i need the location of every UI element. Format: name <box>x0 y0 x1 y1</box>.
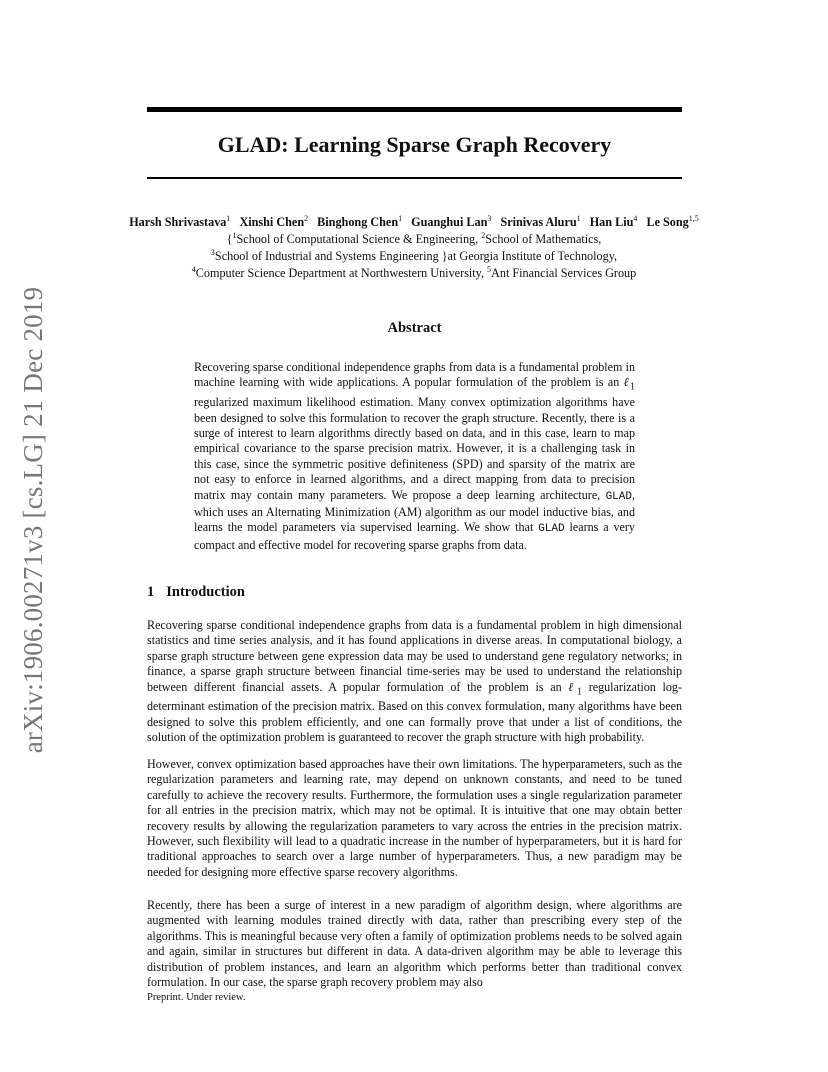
author-list <box>100 214 728 231</box>
abstract-body: Recovering sparse conditional independence graphs from data is a fundamental problem in machine learning with wide applications. A popular formulation of the problem is an ℓ$_1$ regularized maximum likelihood estimation. Many convex optimization algorithms have been designed to solve this formulation to recover the graph structure. Recently, there is a surge of interest to learn algorithms directly based on data, and in this case, learn to map empirical covariance to the sparse precision matrix. However, it is a challenging task in this case, since the symmetric positive definiteness (SPD) and sparsity of the matrix are not easy to enforce in learned algorithms, and a direct mapping from data to precision matrix may contain many parameters. We propose a deep learning architecture, GLAD, which uses an Alternating Minimization (AM) algorithm as our model inductive bias, and learns the model parameters via supervised learning. We show that GLAD learns a very compact and effective model for recovering sparse graphs from data. <box>194 360 635 552</box>
author: Harsh Shrivastava$^1$ <box>129 214 231 229</box>
glad-code-term: GLAD <box>605 490 632 503</box>
intro-paragraph-1: Recovering sparse conditional independence graphs from data is a fundamental problem in high dimensional statistics and time series analysis, and it has found applications in diverse areas. In computational biology, a sparse graph structure between gene expression data may be used to understand gene regulatory networks; in finance, a sparse graph structure between financial time-series may be used to understand the relationship between different financial assets. A popular formulation of the problem is an ℓ$_1$ regularization log-determinant estimation of the precision matrix. Based on this convex formulation, many algorithms have been designed to solve this problem efficiently, and one can formally prove that under a list of conditions, the solution of the optimization problem is guaranteed to recover the graph structure with high probability. <box>147 618 682 745</box>
section-heading-introduction: 1 Introduction <box>147 584 245 600</box>
affiliation-line-1: {$^1$School of Computational Science & Engineering, $^2$School of Mathematics, <box>226 231 602 246</box>
intro-paragraph-3: Recently, there has been a surge of interest in a new paradigm of algorithm design, where algorithms are augmented with learning modules trained directly with data, rather than prescribing every step of the algorithms. This is meaningful because very often a family of optimization problems needs to be solved again and again, similar in structures but different in data. A data-driven algorithm may be able to leverage this distribution of problem instances, and learn an algorithm which performs better than traditional convex formulation. In our case, the sparse graph recovery problem may also <box>147 898 682 990</box>
preprint-footer-note: Preprint. Under review. <box>147 992 246 1003</box>
title-top-rule <box>147 107 682 112</box>
author: Guanghui Lan$^3$ <box>411 214 492 229</box>
intro-paragraph-2: However, convex optimization based approaches have their own limitations. The hyperparameters, such as the regularization parameters and learning rate, may depend on unknown constants, and need to be tuned carefully to achieve the recovery results. Furthermore, the formulation uses a single regularization parameter for all entries in the precision matrix, which may not be optimal. It is intuitive that one may obtain better recovery results by allowing the regularization parameters to vary across the entries in the precision matrix. However, such flexibility will lead to a quadratic increase in the number of hyperparameters, but it is hard for traditional approaches to search over a large number of hyperparameters. Thus, a new paradigm may be needed for designing more effective sparse recovery algorithms. <box>147 757 682 879</box>
affiliation-line-3: $^4$Computer Science Department at Northwestern University, $^5$Ant Financial Services Group <box>191 265 637 280</box>
author: Han Liu$^4$ <box>589 214 638 229</box>
author: Le Song$^{1,5}$ <box>646 214 699 229</box>
author-block <box>100 214 728 282</box>
arxiv-identifier[interactable]: arXiv:1906.00271v3 [cs.LG] 21 Dec 2019 <box>18 286 48 754</box>
title-bottom-rule <box>147 177 682 179</box>
author: Xinshi Chen$^2$ <box>239 214 309 229</box>
author: Srinivas Aluru$^1$ <box>500 214 581 229</box>
glad-code-term: GLAD <box>538 523 565 536</box>
paper-title: GLAD: Learning Sparse Graph Recovery <box>217 132 612 157</box>
abstract-heading: Abstract <box>387 320 442 336</box>
affiliation-line-2: $^3$School of Industrial and Systems Engineering }at Georgia Institute of Technology, <box>210 248 618 263</box>
author: Binghong Chen$^1$ <box>317 214 403 229</box>
